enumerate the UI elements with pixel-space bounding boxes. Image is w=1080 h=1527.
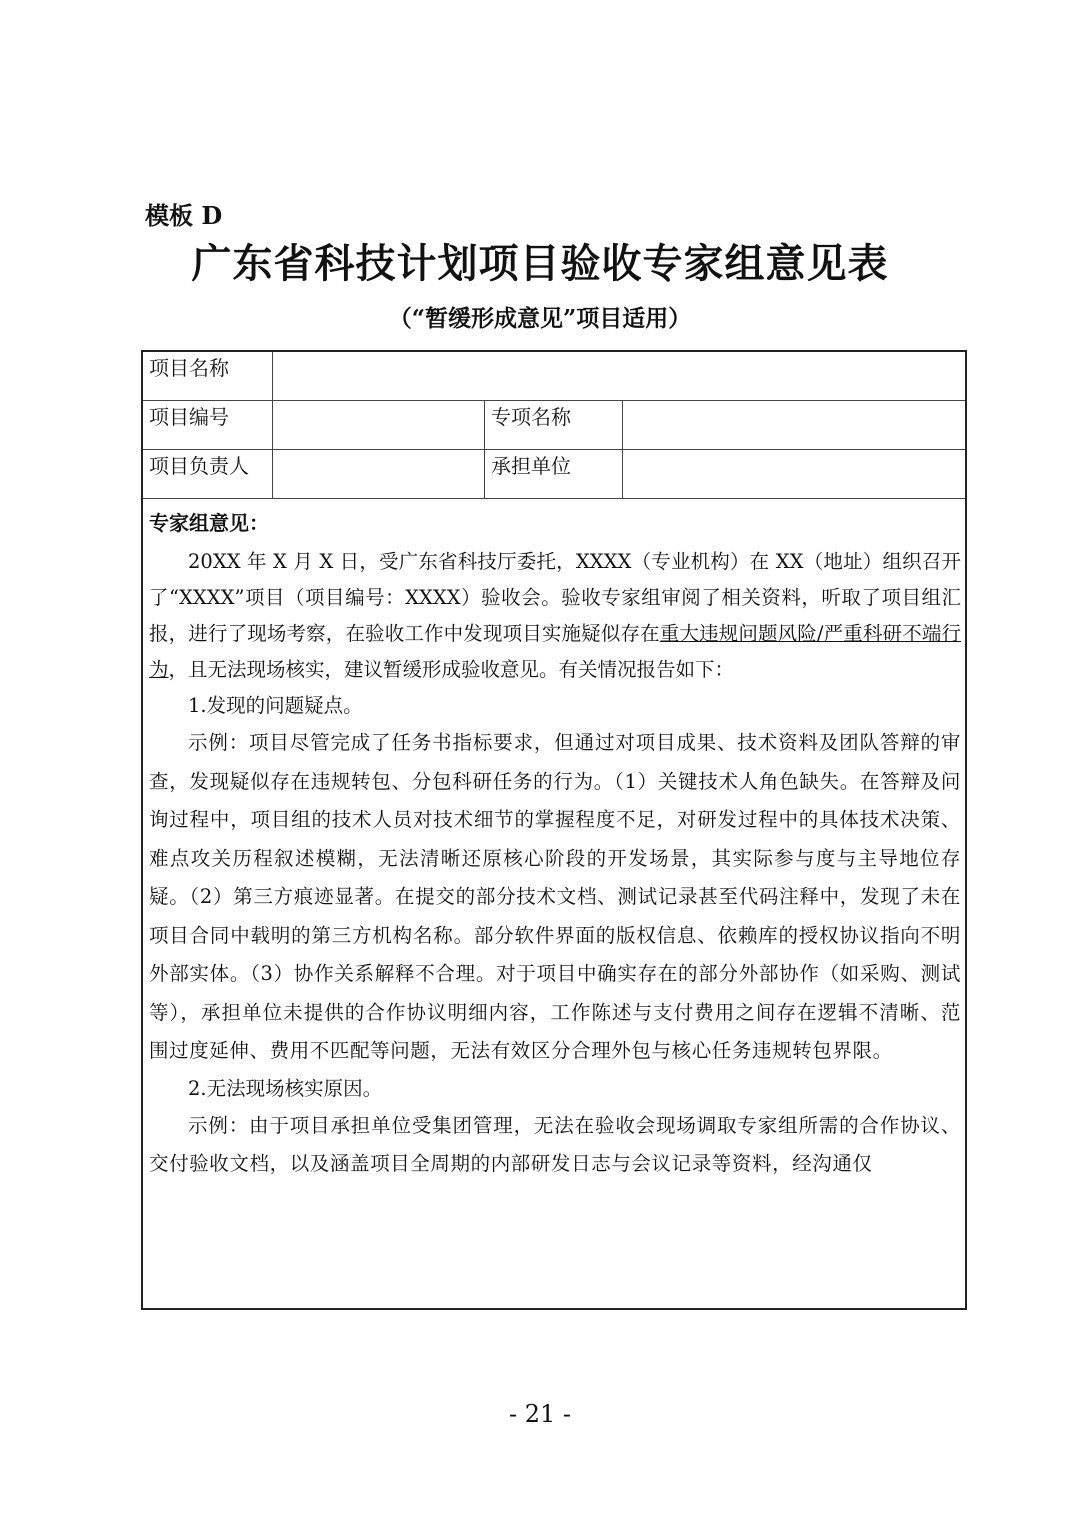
opinion-intro-text: 20XX 年 X 月 X 日，受广东省科技厅委托，XXXX（专业机构）在 XX（地址）组织召开了“XXXX”项目（项目编号：XXXX）验收会。验收专家组审阅了相关资料，听取了项目组汇报，进行了现场考察，在验收工作中发现项目实施疑似存在 [149,550,961,645]
template-label: 模板 D [145,201,223,230]
undertaking-unit-label: 承担单位 [485,450,623,498]
section-2-heading: 2.无法现场核实原因。 [188,1076,383,1100]
row-project-name [143,352,965,401]
expert-opinion-label: 专家组意见： [149,511,269,535]
project-leader-field[interactable] [273,450,485,498]
expert-opinion-section [143,499,965,1184]
special-name-field[interactable] [623,401,965,449]
row-project-number [143,401,965,450]
opinion-form-table [141,350,967,1310]
page-number: - 21 - [508,1400,571,1428]
page-subtitle: （“暂缓形成意见”项目适用） [388,305,692,332]
project-name-field[interactable] [273,352,965,400]
opinion-intro-underlined: 重大违规问题风险/严重科研不端行为 [149,622,961,681]
opinion-intro-paragraph [149,544,961,688]
section-2-example: 示例：由于项目承担单位受集团管理，无法在验收会现场调取专家组所需的合作协议、交付验收文档，以及涵盖项目全周期的内部研发日志与会议记录等资料，经沟通仅 [149,1113,961,1175]
undertaking-unit-field[interactable] [623,450,965,498]
project-name-label: 项目名称 [143,352,273,400]
section-1-example: 示例：项目尽管完成了任务书指标要求，但通过对项目成果、技术资料及团队答辩的审查，发现疑似存在违规转包、分包科研任务的行为。（1）关键技术人角色缺失。在答辩及问询过程中，项目组的技术人员对技术细节的掌握程度不足，对研发过程中的具体技术决策、难点攻关历程叙述模糊，无法清晰还原核心阶段的开发场景，其实际参与度与主导地位存疑。（2）第三方痕迹显著。在提交的部分技术文档、测试记录甚至代码注释中，发现了未在项目合同中载明的第三方机构名称。部分软件界面的版权信息、依赖库的授权协议指向不明外部实体。（3）协作关系解释不合理。对于项目中确实存在的部分外部协作（如采购、测试等），承担单位未提供的合作协议明细内容，工作陈述与支付费用之间存在逻辑不清晰、范围过度延伸、费用不匹配等问题，无法有效区分合理外包与核心任务违规转包界限。 [149,731,961,1062]
project-number-field[interactable] [273,401,485,449]
project-number-label: 项目编号 [143,401,273,449]
opinion-intro-tail: ，且无法现场核实，建议暂缓形成验收意见。有关情况报告如下： [168,658,735,681]
special-name-label: 专项名称 [485,401,623,449]
section-1-heading: 1.发现的问题疑点。 [188,694,363,717]
project-leader-label: 项目负责人 [143,450,273,498]
page-title: 广东省科技计划项目验收专家组意见表 [191,240,889,287]
row-project-leader [143,450,965,499]
